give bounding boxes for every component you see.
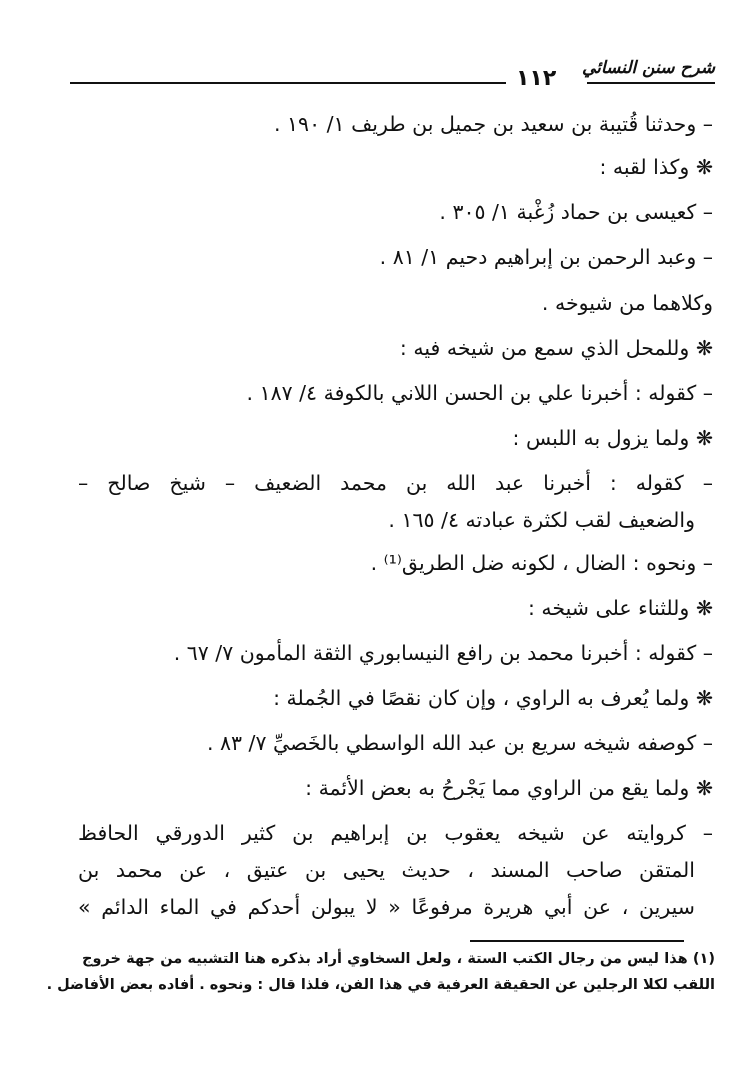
text-line: المتقن صاحب المسند ، حديث يحيى بن عتيق ، عن محمد بن bbox=[78, 858, 695, 882]
footnote-rule bbox=[470, 940, 684, 942]
text-line: – وعبد الرحمن بن إبراهيم دحيم ١/ ٨١ . bbox=[379, 245, 713, 269]
running-title: شرح سنن النسائي bbox=[581, 58, 715, 78]
text-line: وكلاهما من شيوخه . bbox=[541, 291, 713, 315]
footnote-line: اللقب لكلا الرجلين عن الحقيقة العرفية في هذا الفن، فلذا قال : ونحوه . أفاده بعض الأفاضل . bbox=[46, 977, 715, 993]
section-heading: ❋ وللثناء على شيخه : bbox=[527, 596, 713, 620]
text-line: – كقوله : أخبرنا علي بن الحسن اللاني بالكوفة ٤/ ١٨٧ . bbox=[246, 381, 713, 405]
text-line: – ونحوه : الضال ، لكونه ضل الطريق⁽¹⁾ . bbox=[370, 551, 713, 575]
section-heading: ❋ وكذا لقبه : bbox=[599, 155, 713, 179]
section-heading: ❋ وللمحل الذي سمع من شيخه فيه : bbox=[399, 336, 713, 360]
text-line: – كقوله : أخبرنا عبد الله بن محمد الضعيف – شيخ صالح – bbox=[78, 471, 713, 495]
text-line: سيرين ، عن أبي هريرة مرفوعًا « لا يبولن أحدكم في الماء الدائم » bbox=[78, 895, 695, 919]
text-line: – كوصفه شيخه سريع بن عبد الله الواسطي بالخَصيِّ ٧/ ٨٣ . bbox=[206, 731, 713, 755]
section-heading: ❋ ولما يقع من الراوي مما يَجْرحُ به بعض الأئمة : bbox=[305, 776, 713, 800]
page-number: ١١٢ bbox=[510, 66, 562, 91]
page-header bbox=[70, 58, 715, 91]
section-heading: ❋ ولما يُعرف به الراوي ، وإن كان نقصًا في الجُملة : bbox=[273, 686, 713, 710]
footnote-line: (١) هذا ليس من رجال الكتب الستة ، ولعل السخاوي أراد بذكره هنا التشبيه من جهة خروج bbox=[82, 951, 715, 967]
text-line: والضعيف لقب لكثرة عبادته ٤/ ١٦٥ . bbox=[388, 508, 695, 532]
title-underline bbox=[587, 82, 715, 84]
text-line: – وحدثنا قُتيبة بن سعيد بن جميل بن طريف ١/ ١٩٠ . bbox=[274, 112, 713, 136]
text-line: – كروايته عن شيخه يعقوب بن إبراهيم بن كثير الدورقي الحافظ bbox=[78, 821, 713, 845]
text-line: – كقوله : أخبرنا محمد بن رافع النيسابوري الثقة المأمون ٧/ ٦٧ . bbox=[173, 641, 713, 665]
text-line: – كعيسى بن حماد زُغْبة ١/ ٣٠٥ . bbox=[439, 200, 713, 224]
section-heading: ❋ ولما يزول به اللبس : bbox=[512, 426, 713, 450]
header-rule bbox=[70, 82, 506, 84]
